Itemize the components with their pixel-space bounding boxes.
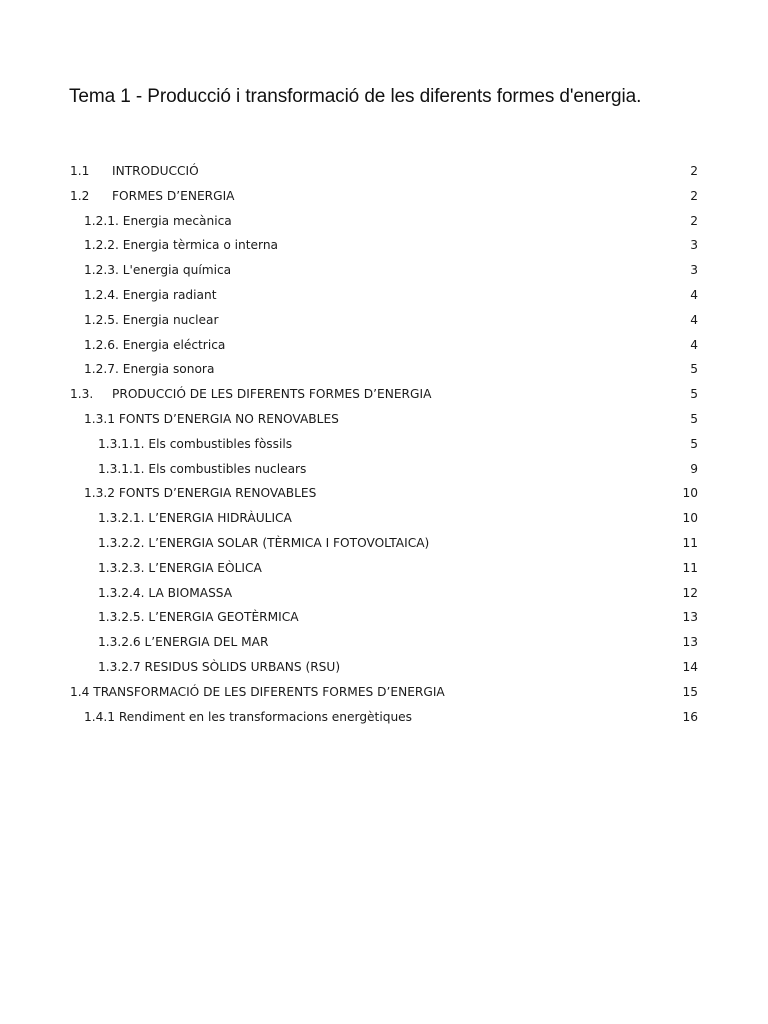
toc-entry[interactable] — [70, 680, 698, 705]
toc-entry[interactable] — [70, 531, 698, 556]
toc-entry[interactable] — [70, 481, 698, 506]
toc-entry-page-number: 3 — [690, 263, 698, 278]
toc-entry-page-number: 10 — [682, 511, 698, 526]
toc-entry-page-number: 2 — [690, 188, 698, 203]
toc-entry-page-number: 9 — [690, 461, 698, 476]
toc-entry-text: FORMES D’ENERGIA — [112, 188, 235, 203]
toc-entry[interactable] — [70, 333, 698, 358]
toc-entry-page-number: 3 — [690, 238, 698, 253]
toc-entry-page-number: 4 — [690, 312, 698, 327]
toc-entry-text: PRODUCCIÓ DE LES DIFERENTS FORMES D’ENERGIA — [112, 387, 432, 402]
toc-entry-text: 1.2.7. Energia sonora — [84, 362, 215, 377]
toc-entry-page-number: 13 — [682, 635, 698, 650]
toc-entry-text: 1.3.2.5. L’ENERGIA GEOTÈRMICA — [98, 610, 299, 625]
toc-entry-page-number: 13 — [682, 610, 698, 625]
toc-entry[interactable] — [70, 457, 698, 482]
toc-entry-number: 1.1 — [70, 164, 90, 178]
table-of-contents — [70, 159, 698, 729]
toc-entry-text: 1.3.2.4. LA BIOMASSA — [98, 585, 233, 600]
toc-entry-page-number: 12 — [682, 585, 698, 600]
toc-entry-text: 1.3.2.2. L’ENERGIA SOLAR (TÈRMICA I FOTOVOLTAICA) — [98, 535, 430, 550]
toc-entry-page-number: 2 — [690, 213, 698, 228]
toc-entry[interactable] — [70, 605, 698, 630]
toc-entry[interactable] — [70, 159, 698, 184]
toc-entry[interactable] — [70, 382, 698, 407]
toc-entry-text: 1.2.1. Energia mecànica — [84, 213, 232, 228]
toc-entry-text: 1.3.2.6 L’ENERGIA DEL MAR — [98, 635, 269, 650]
toc-entry[interactable] — [70, 258, 698, 283]
toc-entry[interactable] — [70, 357, 698, 382]
toc-entry-text: 1.3.1 FONTS D’ENERGIA NO RENOVABLES — [84, 411, 339, 426]
toc-entry-text: 1.3.2.3. L’ENERGIA EÒLICA — [98, 560, 262, 575]
toc-entry-page-number: 14 — [682, 659, 698, 674]
toc-entry-page-number: 16 — [682, 709, 698, 724]
toc-entry-page-number: 2 — [690, 164, 698, 178]
document-title: Tema 1 - Producció i transformació de les diferents formes d'energia. — [69, 86, 642, 107]
toc-entry[interactable] — [70, 432, 698, 457]
toc-entry[interactable] — [70, 233, 698, 258]
toc-entry-page-number: 5 — [690, 362, 698, 377]
toc-entry-text: 1.2.3. L'energia química — [84, 263, 232, 278]
toc-entry-page-number: 5 — [690, 411, 698, 426]
toc-entry[interactable] — [70, 556, 698, 581]
toc-entry-text: 1.2.4. Energia radiant — [84, 287, 217, 302]
toc-entry[interactable] — [70, 506, 698, 531]
toc-entry-page-number: 11 — [682, 560, 698, 575]
toc-entry-text: 1.2.5. Energia nuclear — [84, 312, 219, 327]
toc-entry-text: 1.2.6. Energia eléctrica — [84, 337, 226, 352]
toc-entry-text: 1.3.2.1. L’ENERGIA HIDRÀULICA — [98, 511, 292, 526]
toc-entry-page-number: 15 — [682, 684, 698, 699]
toc-entry-page-number: 4 — [690, 287, 698, 302]
toc-entry[interactable] — [70, 581, 698, 606]
toc-entry-text: 1.3.1.1. Els combustibles fòssils — [98, 436, 293, 451]
toc-entry-text: INTRODUCCIÓ — [112, 164, 199, 178]
toc-entry-text: 1.3.1.1. Els combustibles nuclears — [98, 461, 307, 476]
toc-entry-number: 1.3. — [70, 387, 94, 402]
toc-entry-page-number: 10 — [682, 486, 698, 501]
toc-entry[interactable] — [70, 705, 698, 730]
toc-entry[interactable] — [70, 655, 698, 680]
toc-entry-text: 1.2.2. Energia tèrmica o interna — [84, 238, 279, 253]
toc-entry-page-number: 11 — [682, 535, 698, 550]
toc-entry-page-number: 4 — [690, 337, 698, 352]
toc-entry-text: 1.3.2 FONTS D’ENERGIA RENOVABLES — [84, 486, 317, 501]
toc-entry-text: 1.4 TRANSFORMACIÓ DE LES DIFERENTS FORMES D’ENERGIA — [70, 684, 445, 699]
toc-entry[interactable] — [70, 630, 698, 655]
toc-entry-text: 1.4.1 Rendiment en les transformacions energètiques — [84, 709, 413, 724]
toc-entry-number: 1.2 — [70, 188, 90, 203]
toc-entry[interactable] — [70, 283, 698, 308]
toc-entry-text: 1.3.2.7 RESIDUS SÒLIDS URBANS (RSU) — [98, 659, 341, 674]
toc-entry[interactable] — [70, 209, 698, 234]
toc-entry-page-number: 5 — [690, 387, 698, 402]
toc-entry[interactable] — [70, 407, 698, 432]
toc-entry[interactable] — [70, 308, 698, 333]
toc-entry[interactable] — [70, 184, 698, 209]
toc-entry-page-number: 5 — [690, 436, 698, 451]
